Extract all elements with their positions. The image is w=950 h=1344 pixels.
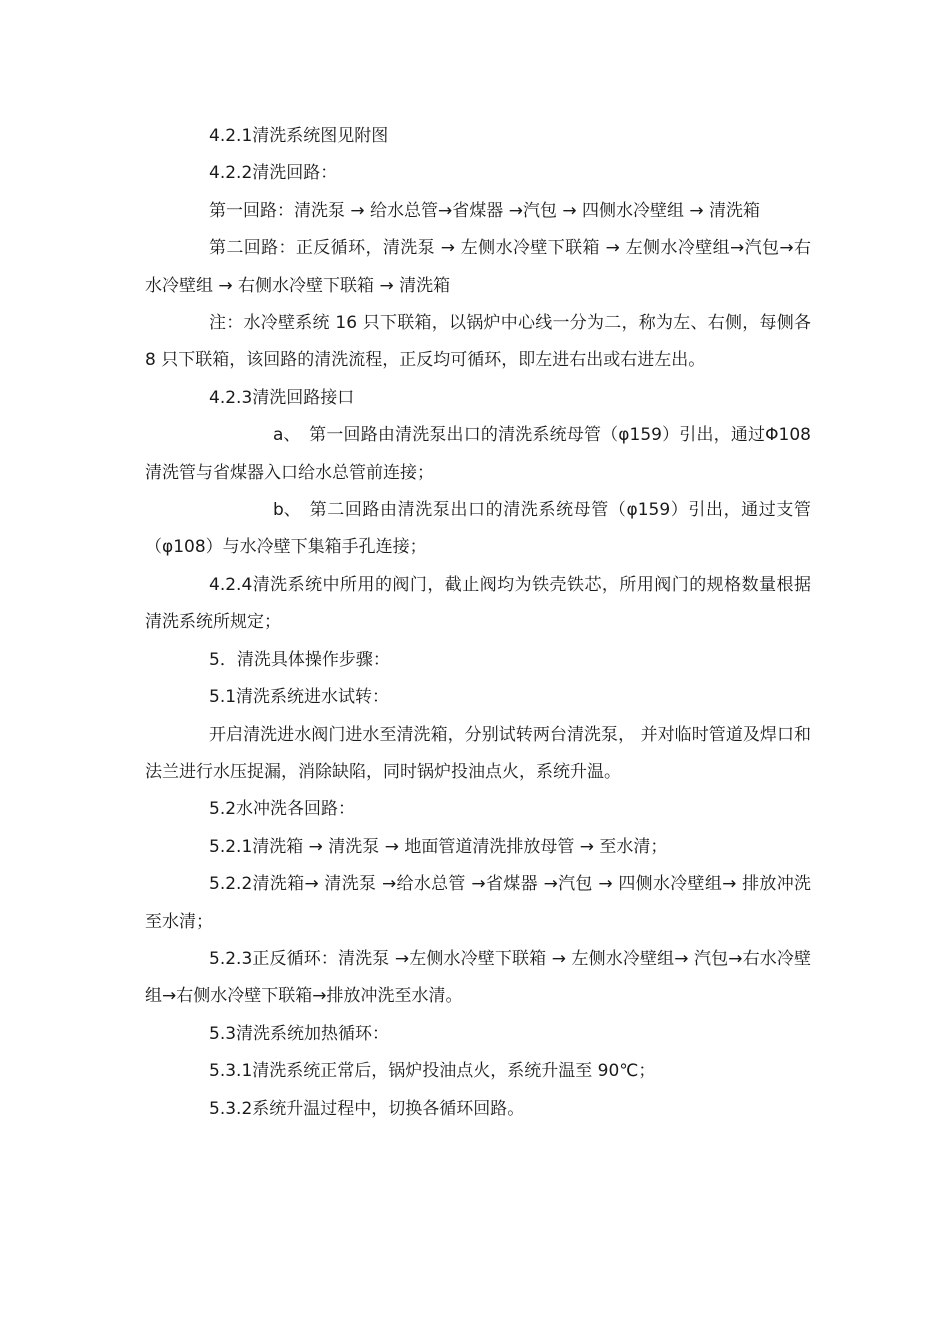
item-text-a: 第一回路由清洗泵出口的清洗系统母管（φ159）引出，通过Φ108清洗管与省煤器入口给水总管前连接； [145, 425, 811, 483]
interface-item-a [145, 417, 811, 492]
section-5-1-paragraph: 开启清洗进水阀门进水至清洗箱，分别试转两台清洗泵， 并对临时管道及焊口和法兰进行水压捉漏，消除缺陷，同时锅炉投油点火，系统升温。 [145, 724, 811, 782]
loop-one-description: 第一回路：清洗泵 → 给水总管→省煤器 →汽包 → 四侧水冷壁组 → 清洗箱 [209, 200, 761, 221]
section-5-2-heading: 5.2水冲洗各回路： [209, 799, 356, 820]
section-5-3-1-step: 5.3.1清洗系统正常后，锅炉投油点火，系统升温至 90℃； [209, 1061, 656, 1082]
section-5-3-heading: 5.3清洗系统加热循环： [209, 1023, 390, 1044]
section-5-2-3-step: 5.2.3正反循环：清洗泵 →左侧水冷壁下联箱 → 左侧水冷壁组→ 汽包→右水冷壁组→右侧水冷壁下联箱→排放冲洗至水清。 [145, 948, 811, 1007]
section-5-3-2-step: 5.3.2系统升温过程中，切换各循环回路。 [209, 1098, 525, 1119]
interface-item-b [145, 492, 811, 567]
loop-two-description: 第二回路：正反循环，清洗泵 → 左侧水冷壁下联箱 → 左侧水冷壁组→汽包→右水冷壁组 → 右侧水冷壁下联箱 → 清洗箱 [145, 238, 811, 296]
document-body [145, 118, 811, 1128]
item-marker-b: b、 [273, 500, 301, 521]
section-4-2-2-heading: 4.2.2清洗回路： [209, 163, 338, 184]
section-5-2-2-step: 5.2.2清洗箱→ 清洗泵 →给水总管 →省煤器 →汽包 → 四侧水冷壁组→ 排放冲洗至水清； [145, 874, 811, 932]
item-marker-a: a、 [273, 425, 301, 446]
section-4-2-1-heading: 4.2.1清洗系统图见附图 [209, 126, 389, 146]
section-5-heading: 5．清洗具体操作步骤： [209, 649, 390, 670]
section-5-1-heading: 5.1清洗系统进水试转： [209, 687, 390, 708]
section-4-2-3-heading: 4.2.3清洗回路接口 [209, 387, 355, 408]
section-4-2-4-paragraph: 4.2.4清洗系统中所用的阀门，截止阀均为铁壳铁芯，所用阀门的规格数量根据清洗系统所规定； [145, 574, 811, 633]
header-note-paragraph: 注：水冷壁系统 16 只下联箱，以锅炉中心线一分为二，称为左、右侧，每侧各 8 只下联箱，该回路的清洗流程，正反均可循环，即左进右出或右进左出。 [145, 313, 811, 371]
section-5-2-1-step: 5.2.1清洗箱 → 清洗泵 → 地面管道清洗排放母管 → 至水清； [209, 836, 668, 857]
item-text-b: 第二回路由清洗泵出口的清洗系统母管（φ159）引出，通过支管（φ108）与水冷壁下集箱手孔连接； [145, 500, 811, 558]
